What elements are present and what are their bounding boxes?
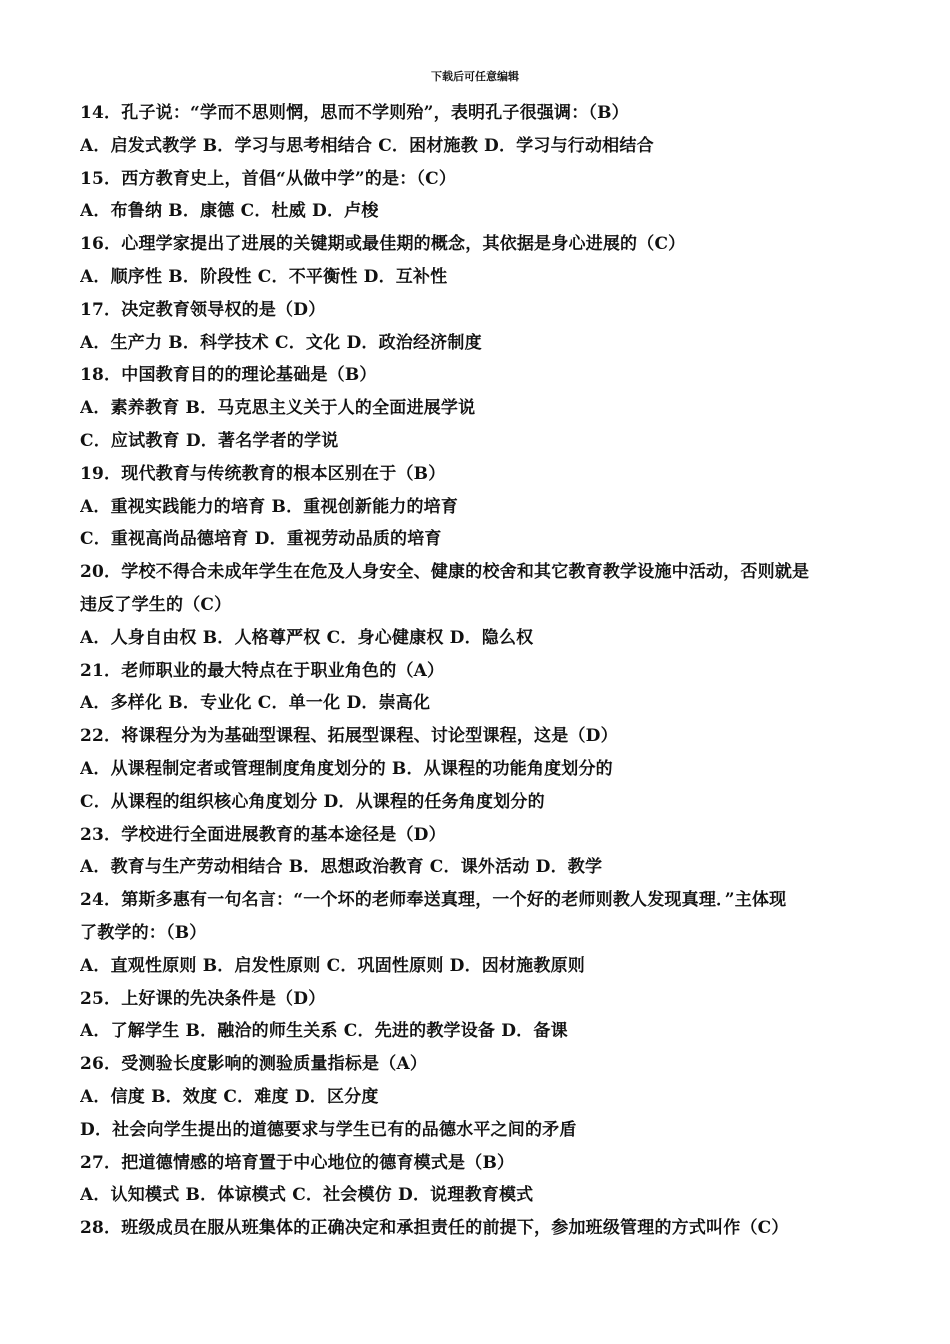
- text-line: 16．心理学家提出了进展的关键期或最佳期的概念，其依据是身心进展的（C）: [80, 234, 686, 255]
- text-line: A．素养教育 B．马克思主义关于人的全面进展学说: [80, 398, 476, 419]
- text-line: 15．西方教育史上，首倡“从做中学”的是：（C）: [80, 168, 457, 189]
- text-line: A．直观性原则 B．启发性原则 C．巩固性原则 D．因材施教原则: [80, 955, 585, 976]
- text-line: 23．学校进行全面进展教育的基本途径是（D）: [80, 824, 446, 845]
- page-header: 下载后可任意编辑: [431, 70, 519, 83]
- text-line: 27．把道德情感的培育置于中心地位的德育模式是（B）: [80, 1152, 515, 1173]
- text-line: A．生产力 B．科学技术 C．文化 D．政治经济制度: [80, 332, 482, 353]
- text-line: 21．老师职业的最大特点在于职业角色的（A）: [80, 660, 445, 681]
- text-line: A．人身自由权 B．人格尊严权 C．身心健康权 D．隐么权: [80, 627, 534, 648]
- text-line: 20．学校不得合未成年学生在危及人身安全、健康的校舍和其它教育教学设施中活动，否则就是: [80, 562, 810, 583]
- text-line: A．布鲁纳 B．康德 C．杜威 D．卢梭: [80, 201, 379, 222]
- text-line: 25．上好课的先决条件是（D）: [80, 988, 326, 1009]
- text-line: A．教育与生产劳动相结合 B．思想政治教育 C．课外活动 D．教学: [80, 857, 603, 878]
- text-line: D．社会向学生提出的道德要求与学生已有的品德水平之间的矛盾: [80, 1119, 577, 1140]
- text-line: A．了解学生 B．融洽的师生关系 C．先进的教学设备 D．备课: [80, 1021, 568, 1042]
- text-line: A．重视实践能力的培育 B．重视创新能力的培育: [80, 496, 459, 517]
- text-line: 19．现代教育与传统教育的根本区别在于（B）: [80, 463, 446, 484]
- text-line: 违反了学生的（C）: [80, 594, 232, 615]
- text-line: 了教学的：（B）: [80, 922, 207, 943]
- question-list: [80, 97, 880, 1245]
- text-line: 17．决定教育领导权的是（D）: [80, 299, 326, 320]
- text-line: 14．孔子说：“学而不思则惘，思而不学则殆”，表明孔子很强调：（B）: [80, 103, 629, 123]
- text-line: A．顺序性 B．阶段性 C．不平衡性 D．互补性: [80, 266, 448, 287]
- text-line: 26．受测验长度影响的测验质量指标是（A）: [80, 1054, 428, 1075]
- text-line: A．多样化 B．专业化 C．单一化 D．崇高化: [80, 693, 431, 714]
- text-line: 22．将课程分为为基础型课程、拓展型课程、讨论型课程，这是（D）: [80, 726, 618, 747]
- text-line: 28．班级成员在服从班集体的正确决定和承担责任的前提下，参加班级管理的方式叫作（C）: [80, 1218, 789, 1239]
- text-line: C．从课程的组织核心角度划分 D．从课程的任务角度划分的: [80, 791, 545, 812]
- text-line: A．认知模式 B．体谅模式 C．社会模仿 D．说理教育模式: [80, 1185, 534, 1206]
- text-line: A．从课程制定者或管理制度角度划分的 B．从课程的功能角度划分的: [80, 758, 613, 779]
- text-line: C．应试教育 D．著名学者的学说: [80, 430, 339, 451]
- text-line: A．信度 B．效度 C．难度 D．区分度: [80, 1086, 379, 1107]
- text-line: A．启发式教学 B．学习与思考相结合 C．困材施教 D．学习与行动相结合: [80, 135, 654, 156]
- text-line: 24．第斯多惠有一句名言：“一个坏的老师奉送真理，一个好的老师则教人发现真理．”主体现: [80, 890, 787, 911]
- text-line: C．重视高尚品德培育 D．重视劳动品质的培育: [80, 529, 442, 550]
- text-line: 18．中国教育目的的理论基础是（B）: [80, 365, 377, 386]
